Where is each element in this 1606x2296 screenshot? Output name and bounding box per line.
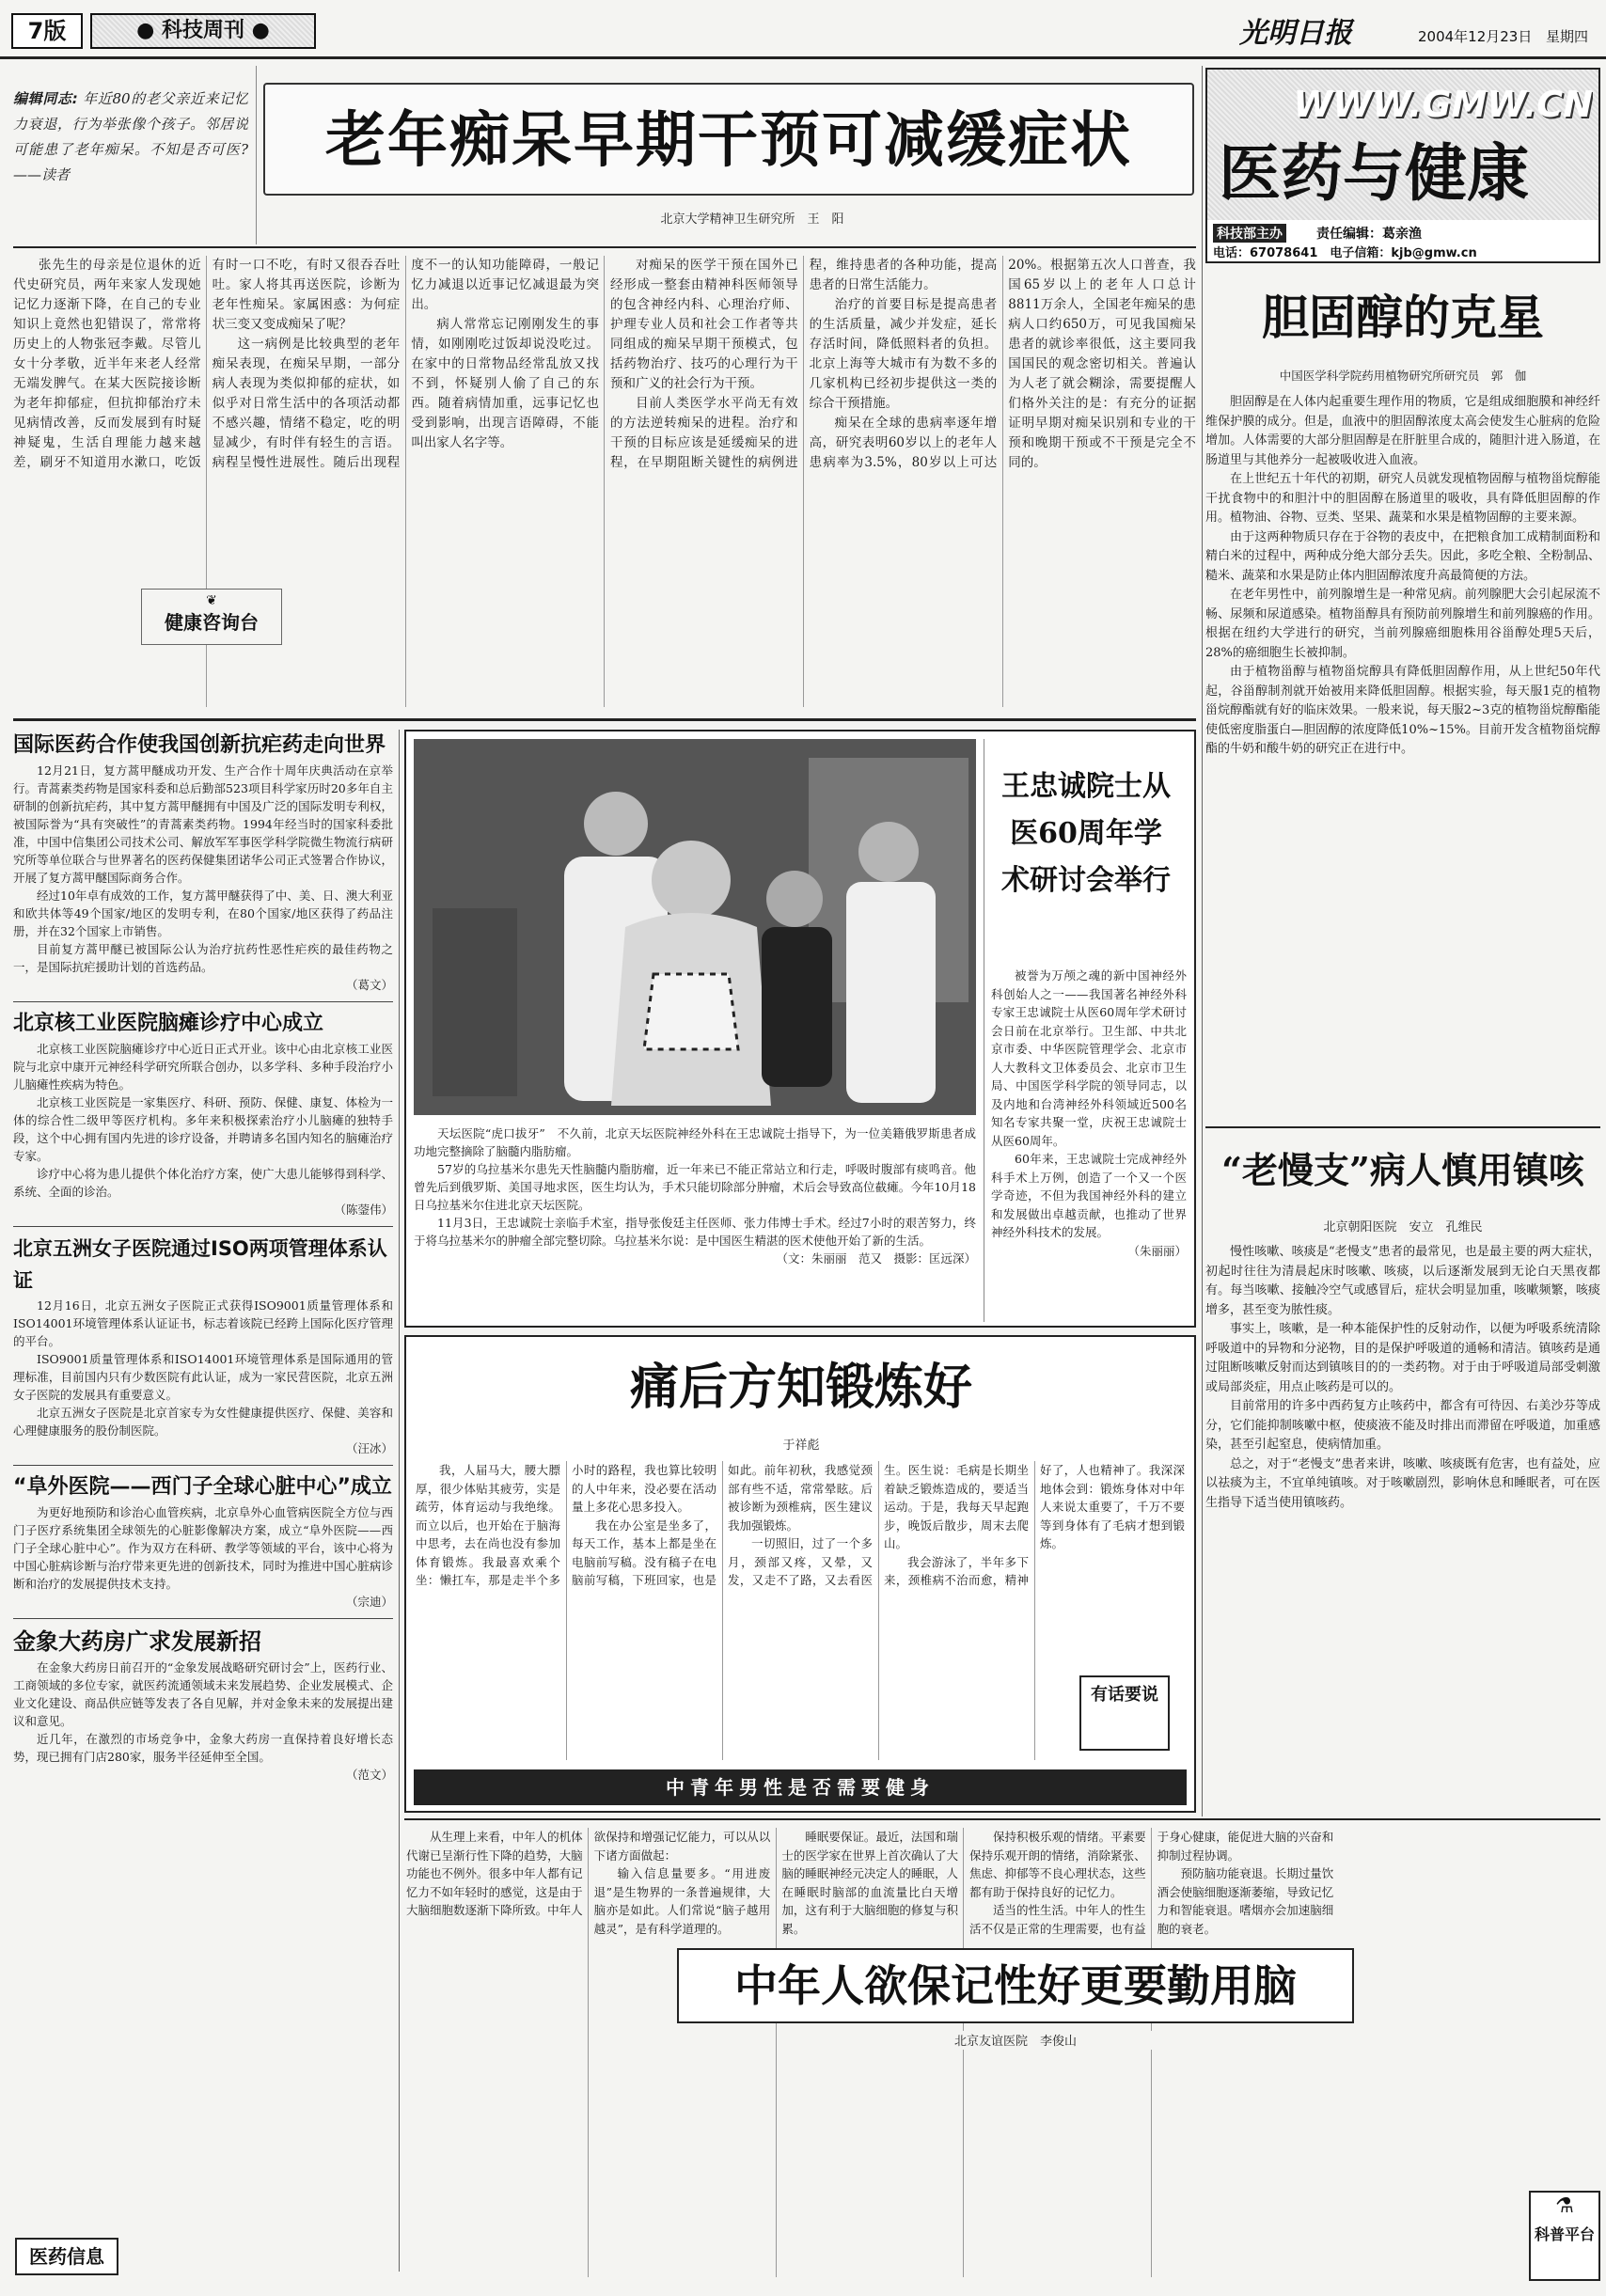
news-item: “阜外医院——西门子全球心脏中心”成立 为更好地预防和诊治心血管疾病，北京阜外心血管病医院全方位与西门子医疗系统集团全球领先的心脏影像解决方案，成立“阜外医院——西门子全球心脏中心”。作为双方在科研、教学等领域的平台，该中心将为中国心脏病诊断与治疗带来更先进的创新技术，同时为推进中国心脏病诊断和治疗的发展提供技术支持。 （宗迪） <box>13 1471 393 1611</box>
news-sign: （陈蓥伟） <box>334 1203 393 1217</box>
news-item: 北京核工业医院脑瘫诊疗中心成立 北京核工业医院脑瘫诊疗中心近日正式开业。该中心由北京核工业医院与北京中康开元神经科学研究所联合创办，以多学科、多种手段治疗小儿脑瘫性疾病为特色。 北京核工业医院是一家集医疗、科研、预防、保健、康复、体检为一体的综合性二级甲等医疗机构。多年来积极探索治疗小儿脑瘫的独特手段，这个中心拥有国内先进的诊疗设备，并聘请多名国内知名的脑瘫治疗专家。 诊疗中心将为患儿提供个体化治疗方案，使广大患儿能够得到科学、系统、全面的诊治。 （陈蓥伟） <box>13 1008 393 1219</box>
column-tag-medical-news: 医药信息 <box>15 2238 118 2275</box>
news-column <box>13 730 393 2272</box>
reader-letter-sign: ——读者 <box>13 166 71 183</box>
main-headline: 老年痴呆早期干预可减缓症状 <box>263 83 1194 196</box>
photo-story-side-body: 被誉为万颅之魂的新中国神经外科创始人之一——我国著名神经外科专家王忠诚院士从医60周年学术研讨会日前在北京举行。卫生部、中共北京市委、中华医院管理学会、北京市人大教科文卫体委员会、北京市卫生局、中国医学科学院的领导同志，以及内地和台湾神经外科领域近500名知名专家共聚一堂，庆祝王忠诚院士从医60周年。 60年来，王忠诚院士完成神经外科手术上万例，创造了一个又一个医学奇迹，不但为我国神经外科的建立和发展做出卓越贡献，也推动了世界神经外科技术的发展。 （朱丽丽） <box>991 967 1187 1318</box>
exercise-headline: 痛后方知锻炼好 <box>629 1360 972 1416</box>
news-photo <box>414 739 976 1115</box>
reader-letter-label: 编辑同志: <box>13 90 78 107</box>
news-title: “阜外医院——西门子全球心脏中心”成立 <box>13 1475 392 1499</box>
photo-story-side-sign: （朱丽丽） <box>1127 1243 1187 1258</box>
website-url: WWW.GMW.CN <box>1293 84 1593 125</box>
main-paragraph: 对痴呆的医学干预在国外已经形成一整套由精神科医师领导的包含神经内科、心理治疗师、护理专业人员和社会工作者等共同组成的痴呆早期干预模式，包括药物治疗、技巧的心理行为干预和广义的社会行为干预。 <box>609 258 798 391</box>
news-sign: （汪冰） <box>345 1441 393 1455</box>
cholesterol-paragraph: 在老年男性中，前列腺增生是一种常见病。前列腺肥大会引起尿流不畅、尿频和尿道感染。植物甾醇具有预防前列腺增生和前列腺癌的作用。根据在纽约大学进行的研究，当前列腺癌细胞株用谷甾醇处理5天后，28%的癌细胞生长被抑制。 <box>1205 588 1600 660</box>
exercise-byline: 于祥彪 <box>782 1439 820 1453</box>
photo-story-side-title: 王忠诚院士从医60周年学术研讨会举行 <box>1001 770 1171 897</box>
cough-byline: 北京朝阳医院 安立 孔维民 <box>1323 1220 1483 1234</box>
reader-letter-text: 年近80的老父亲近来记忆力衰退，行为举张像个孩子。邻居说可能患了老年痴呆。不知是否可医? <box>13 90 248 158</box>
cholesterol-headline: 胆固醇的克星 <box>1262 290 1544 345</box>
cholesterol-paragraph: 在上世纪五十年代的初期，研究人员就发现植物固醇与植物甾烷醇能干扰食物中的和胆汁中的胆固醇在肠道里的吸收，具有降低胆固醇的作用。植物油、谷物、豆类、坚果、蔬菜和水果是植物固醇的主要来源。 <box>1205 472 1600 525</box>
microscope-icon: ⚗ <box>1555 2194 1574 2218</box>
photo-caption: 天坛医院“虎口拔牙” 不久前，北京天坛医院神经外科在王忠诚院士指导下，为一位美籍俄罗斯患者成功地完整摘除了脑髓内脂肪瘤。 57岁的乌拉基米尔患先天性脑髓内脂肪瘤，近一年来已不能正常站立和行走，呼吸时腹部有痰鸣音。他曾先后到俄罗斯、美国寻地求医，医生均认为，手术只能切除部分肿瘤，术后会导致高位截瘫。今年10月18日乌拉基米尔住进北京天坛医院。 11月3日，王忠诚院士亲临手术室，指导张俊廷主任医师、张力伟博士手术。经过7小时的艰苦努力，终于将乌拉基米尔的肿瘤全部完整切除。乌拉基米尔说：是中国医生精湛的医术使他开始了新的生活。 （文：朱丽丽 范又 摄影：匡远深） <box>414 1126 976 1266</box>
exercise-article <box>404 1335 1196 1813</box>
news-item: 国际医药合作使我国创新抗疟药走向世界 12月21日，复方蒿甲醚成功开发、生产合作十周年庆典活动在京举行。青蒿素类药物是国家科委和总后勤部523项目科学家历时20多年自主研制的创新抗疟药，其中复方蒿甲醚拥有中国及广泛的国际发明专利权，被国际誉为“具有突破性”的青蒿素类药物。1994年经当时的国家科委批准，中国中信集团公司技术公司、解放军军事医学科学院微生物流行病研究所等单位联合与世界著名的医药保健集团诺华公司正式签署合作协议，开展了复方蒿甲醚国际商务合作。 经过10年卓有成效的工作，复方蒿甲醚获得了中、美、日、澳大利亚和欧共体等49个国家/地区的发明专利，在80个国家/地区获得了药品注册，并在32个国家上市销售。 目前复方蒿甲醚已被国际公认为治疗抗药性恶性疟疾的最佳药物之一，是国际抗疟援助计划的首选药品。 （葛文） <box>13 730 393 994</box>
exercise-body: 我，人届马大，腰大膘厚，很少体贴其疲劳，实是疏劳，体育运动与我绝缘。而立以后，也开始在于脑海中思考，去在尚也没有参加体育锻炼。我最喜欢乘个坐：懒扛车，那是走半个多小时的路程，我也算比较明的人中年来，没必要在活动量上多花心思多投入。 我在办公室是坐多了，每天工作，基本上都是坐在电脑前写稿。没有稿子在电脑前写稿，下班回家，也是如此。前年初秋，我感觉颈部有些不适，常常晕眩。后被诊断为颈椎病，医生建议我加强锻炼。 一切照旧，过了一个多月，颈部又疼，又晕，又发，又走不了路，又去看医生。医生说：毛病是长期坐着缺乏锻炼造成的，要适当运动。于是，我每天早起跑步，晚饭后散步，周末去爬山。 我会游泳了，半年多下来，颈椎病不治而愈，精神好了，人也精神了。我深深地体会到：锻炼身体对中年人来说太重要了，千万不要等到身体有了毛病才想到锻炼。 <box>416 1463 1185 1587</box>
leaf-icon: ❦ <box>206 593 217 608</box>
news-title: 国际医药合作使我国创新抗疟药走向世界 <box>13 733 386 757</box>
news-sign: （葛文） <box>345 978 393 992</box>
news-item: 北京五洲女子医院通过ISO两项管理体系认证 12月16日，北京五洲女子医院正式获得ISO9001质量管理体系和ISO14001环境管理体系认证证书，标志着该院已经跨上国际化医疗管理的平台。 ISO9001质量管理体系和ISO14001环境管理体系是国际通用的管理标准，目前国内只有少数医院有此认证，成为一家民营医院，北京五洲女子医院的发展具有重要意义。 北京五洲女子医院是北京首家专为女性健康提供医疗、保健、美容和心理健康服务的股份制医院。 （汪冰） <box>13 1233 393 1457</box>
cholesterol-paragraph: 胆固醇是在人体内起重要生理作用的物质，它是组成细胞膜和神经纤维保护膜的成分。但是，血液中的胆固醇浓度太高会使发生心脏病的危险增加。人体需要的大部分胆固醇是在肝脏里合成的，随胆汁进入肠道，在肠道里与其他养分一起被吸收进入血液。 <box>1205 395 1600 467</box>
section-header-box <box>1205 68 1600 263</box>
section-title: 医药与健康 <box>1219 137 1529 210</box>
cholesterol-byline: 中国医学科学院药用植物研究所研究员 郭 伽 <box>1279 369 1527 383</box>
news-item: 金象大药房广求发展新招 在金象大药房日前召开的“金象发展战略研究研讨会”上，医药行业、工商领域的多位专家，就医药流通领域未来发展趋势、企业发展模式、企业文化建设、商品供应链等发表了各自见解，并对金象未来的发展提出建议和意见。 近几年，在激烈的市场竞争中，金象大药房一直保持着良好增长态势，现已拥有门店280家，服务半径延伸至全国。 （范文） <box>13 1625 393 1784</box>
cholesterol-body <box>1205 393 1600 1117</box>
photo-story-box <box>404 730 1196 1328</box>
column-tag-health-consult: ❦ 健康咨询台 <box>141 589 282 645</box>
memory-byline: 北京友谊医院 李俊山 <box>846 2031 1185 2050</box>
memory-headline: 中年人欲保记性好更要勤用脑 <box>677 1948 1354 2023</box>
news-sign: （宗迪） <box>345 1595 393 1609</box>
issue-weekday: 星期四 <box>1546 28 1589 45</box>
photo-caption-sign: （文：朱丽丽 范又 摄影：匡远深） <box>776 1251 976 1266</box>
memory-body: 从生理上来看，中年人的机体代谢已呈渐行性下降的趋势，大脑功能也不例外。很多中年人都有记忆力不如年轻时的感觉，这是由于大脑细胞数逐渐下降所致。中年人欲保持和增强记忆能力，可以从以下诸方面做起： 输入信息量要多。“用进废退”是生物界的一条普遍规律，大脑亦是如此。人们常说“脑子越用越灵”，是有科学道理的。 睡眠要保证。最近，法国和瑞士的医学家在世界上首次确认了大脑的睡眠神经元决定人的睡眠，人在睡眠时脑部的血流量比白天增加，这有利于大脑细胞的修复与积累。 保持积极乐观的情绪。平素要保持乐观开朗的情绪，消除紧张、焦虑、抑郁等不良心理状态，这些都有助于保持良好的记忆力。 适当的性生活。中年人的性生活不仅是正常的生理需要，也有益于身心健康，能促进大脑的兴奋和抑制过程协调。 预防脑功能衰退。长期过量饮酒会使脑细胞逐渐萎缩，导致记忆力和智能衰退。嗜烟亦会加速脑细胞的衰老。 <box>406 1830 1334 1936</box>
main-byline: 北京大学精神卫生研究所 王 阳 <box>660 212 844 227</box>
cholesterol-paragraph: 由于这两种物质只存在于谷物的表皮中，在把粮食加工成精制面粉和精白米的过程中，两种成分绝大部分丢失。因此，多吃全粮、全粉制品、糙米、蔬菜和水果是防止体内胆固醇浓度升高最简便的方法。 <box>1205 529 1600 583</box>
reader-letter <box>13 86 248 244</box>
section-label: ● 科技周刊 ● <box>90 13 316 49</box>
cough-headline: “老慢支”病人慎用镇咳 <box>1221 1149 1584 1191</box>
main-paragraph: 痴呆在全球的患病率逐年增高，研究表明60岁以上的老年人患病率为3.5%，80岁以上可达20%。根据第五次人口普查，我国65岁以上的老年人口总计8811万余人，全国老年痴呆的患病人口约650万，可见我国痴呆患者的就诊率很低，这主要同我国国民的观念密切相关。普遍认为人老了就会糊涂，需要提醒人们格外关注的是：有充分的证据证明早期对痴呆识别和专业的干预和晚期干预或不干预是完全不同的。 <box>809 258 1196 470</box>
main-paragraph: 这一病例是比较典型的老年痴呆表现，在痴呆早期，一部分病人表现为类似抑郁的症状，如似乎对日常生活中的各项活动都不感兴趣，情绪不稳定，吃的明显减少，有时伴有轻生的言语。病程呈慢性进展性。随后出现程度不一的认知功能障碍，一般记忆力减退以近事记忆减退最为突出。 <box>212 258 599 470</box>
newspaper-logo: 光明日报 <box>1239 17 1352 50</box>
main-paragraph: 张先生的母亲是位退休的近代史研究员，两年来家人发现她记忆力逐渐下降，在自己的专业知识上竟然也犯错误了，常常将历史上的人物张冠李戴。尽管儿女十分孝敬，近半年来老人经常无端发脾气。在某大医院接诊断为老年抑郁症，但抗抑郁治疗未见病情改善，反而发展到有时疑神疑鬼，生活自理能力越来越差，刷牙不知道用水漱口，吃饭有时一口不吃，有时又很吞吞吐吐。家人将其再送医院，诊断为老年性痴呆。家属困惑：为何症状三变又变成痴呆了呢？ <box>13 258 401 470</box>
main-paragraph: 治疗的首要目标是提高患者的生活质量，减少并发症，延长存活时间，降低照料者的负担。北京上海等大城市有为数不多的几家机构已经初步提供这一类的综合干预措施。 <box>809 297 998 411</box>
news-title: 金象大药房广求发展新招 <box>13 1628 261 1655</box>
contact-label: 电话：67078641 电子信箱：kjb@gmw.cn <box>1213 246 1477 260</box>
host-label: 科技部主办 <box>1213 224 1286 243</box>
masthead <box>0 0 1606 60</box>
column-tag-talk: 有话要说 <box>1079 1675 1170 1751</box>
page-number: 7版 <box>11 13 83 49</box>
main-paragraph: 目前人类医学水平尚无有效的方法逆转痴呆的进程。治疗和干预的目标应该是延缓痴呆的进程，在早期阻断关键性的病例进程，维持患者的各种功能，提高患者的日常生活能力。 <box>609 258 998 470</box>
cholesterol-paragraph: 由于植物甾醇与植物甾烷醇具有降低胆固醇作用，从上世纪50年代起，谷甾醇制剂就开始被用来降低胆固醇。根据实验，每天服1克的植物甾烷醇酯就有好的临床效果。一般来说，每天服2~3克的植物甾烷醇酯能使低密度脂蛋白—胆固醇的浓度降低10%~15%。目前开发含植物甾烷醇酯的牛奶和酸牛奶的研究正在进行中。 <box>1205 665 1600 756</box>
editor-label: 责任编辑：葛亲渔 <box>1316 227 1422 242</box>
column-tag-science: ⚗ 科普平台 <box>1529 2191 1600 2281</box>
main-paragraph: 病人常常忘记刚刚发生的事情，如刚刚吃过饭却说没吃过。在家中的日常物品经常乱放又找不到，怀疑别人偷了自己的东西。随着病情加重，远事记忆也受到影响，出现言语障碍，不能叫出家人名字等。 <box>411 317 599 450</box>
photo-illustration <box>414 739 976 1115</box>
news-sign: （范文） <box>345 1768 393 1782</box>
exercise-footer: 中青年男性是否需要健身 <box>414 1769 1187 1805</box>
issue-date: 2004年12月23日 <box>1418 28 1533 45</box>
news-title: 北京五洲女子医院通过ISO两项管理体系认证 <box>13 1237 387 1292</box>
news-title: 北京核工业医院脑瘫诊疗中心成立 <box>13 1012 324 1035</box>
cough-body: 慢性咳嗽、咳痰是“老慢支”患者的最常见，也是最主要的两大症状，初起时往往为清晨起床时咳嗽、咳痰，以后逐渐发展到无论白天黑夜都有。每当咳嗽、接触冷空气或感冒后，症状会明显加重，咳嗽频繁，咳痰增多，甚至变为脓性痰。 事实上，咳嗽，是一种本能保护性的反射动作，以便为呼吸系统清除呼吸道中的异物和分泌物，目的是保护呼吸道的通畅和清洁。镇咳药是通过阻断咳嗽反射而达到镇咳目的的一类药物。对于由于呼吸道局部受刺激或局部炎症，用点止咳药是可以的。 目前常用的许多中西药复方止咳药中，都含有可待因、右美沙芬等成分，它们能抑制咳嗽中枢，使痰液不能及时排出而滞留在呼吸道，加重感染，甚至引起窒息，使病情加重。 总之，对于“老慢支”患者来讲，咳嗽、咳痰既有危害，也有益处，应以祛痰为主，不宜单纯镇咳。对于咳嗽剧烈，影响休息和睡眠者，可在医生指导下适当使用镇咳药。 <box>1205 1245 1600 1510</box>
